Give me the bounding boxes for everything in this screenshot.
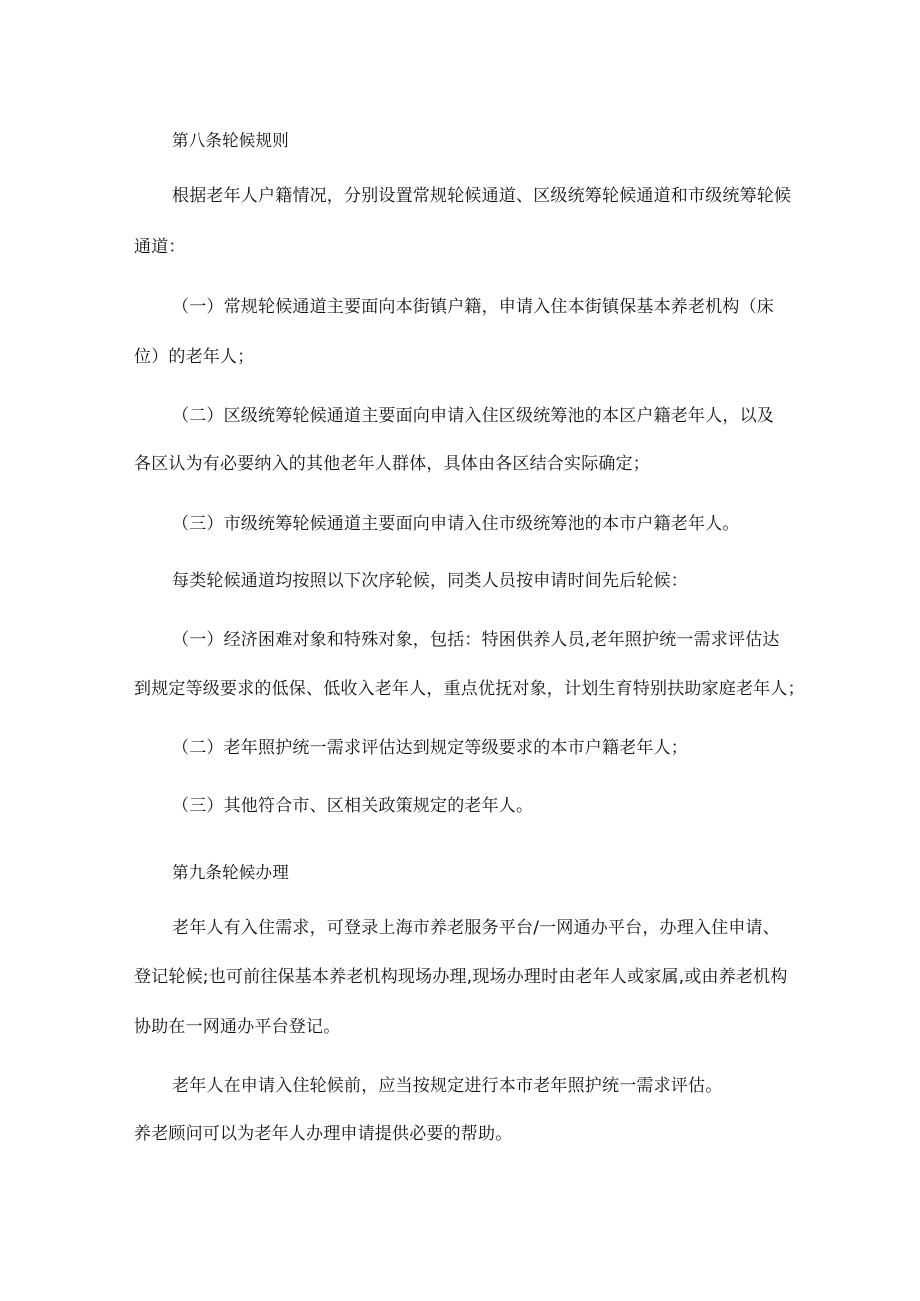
order-item-2: （二）老年照护统一需求评估达到规定等级要求的本市户籍老年人；	[172, 738, 688, 758]
channel-item-1-line-1: （一）常规轮候通道主要面向本街镇户籍，申请入住本街镇保基本养老机构（床	[172, 297, 774, 317]
channel-item-1-line-2: 位）的老年人；	[134, 347, 255, 367]
article-9-para-1-line-2: 登记轮候;也可前往保基本养老机构现场办理,现场办理时由老年人或家属,或由养老机构	[134, 967, 788, 987]
article-8-heading: 第八条轮候规则	[172, 131, 289, 150]
article-9-para-2-line-1: 老年人在申请入住轮候前，应当按规定进行本市老年照护统一需求评估。	[172, 1076, 723, 1096]
order-intro: 每类轮候通道均按照以下次序轮候，同类人员按申请时间先后轮候：	[172, 571, 688, 591]
channel-item-2-line-2: 各区认为有必要纳入的其他老年人群体，具体由各区结合实际确定；	[134, 454, 650, 474]
article-9-para-1-line-3: 协助在一网通办平台登记。	[134, 1017, 341, 1037]
article-8-intro-line-2: 通道：	[134, 237, 186, 257]
article-8-intro-line-1: 根据老年人户籍情况，分别设置常规轮候通道、区级统筹轮候通道和市级统筹轮候	[172, 186, 792, 206]
article-9-heading: 第九条轮候办理	[172, 863, 289, 882]
order-item-3: （三）其他符合市、区相关政策规定的老年人。	[172, 796, 534, 816]
article-9-para-1-line-1: 老年人有入住需求，可登录上海市养老服务平台/一网通办平台，办理入住申请、	[172, 918, 780, 938]
order-item-1-line-1: （一）经济困难对象和特殊对象，包括：特困供养人员,老年照护统一需求评估达	[172, 630, 780, 650]
channel-item-3: （三）市级统筹轮候通道主要面向申请入住市级统筹池的本市户籍老年人。	[172, 514, 740, 534]
channel-item-2-line-1: （二）区级统筹轮候通道主要面向申请入住区级统筹池的本区户籍老年人，以及	[172, 406, 774, 426]
order-item-1-line-2: 到规定等级要求的低保、低收入老年人，重点优抚对象，计划生育特别扶助家庭老年人；	[134, 679, 805, 699]
article-9-para-2-line-2: 养老顾问可以为老年人办理申请提供必要的帮助。	[134, 1124, 513, 1144]
